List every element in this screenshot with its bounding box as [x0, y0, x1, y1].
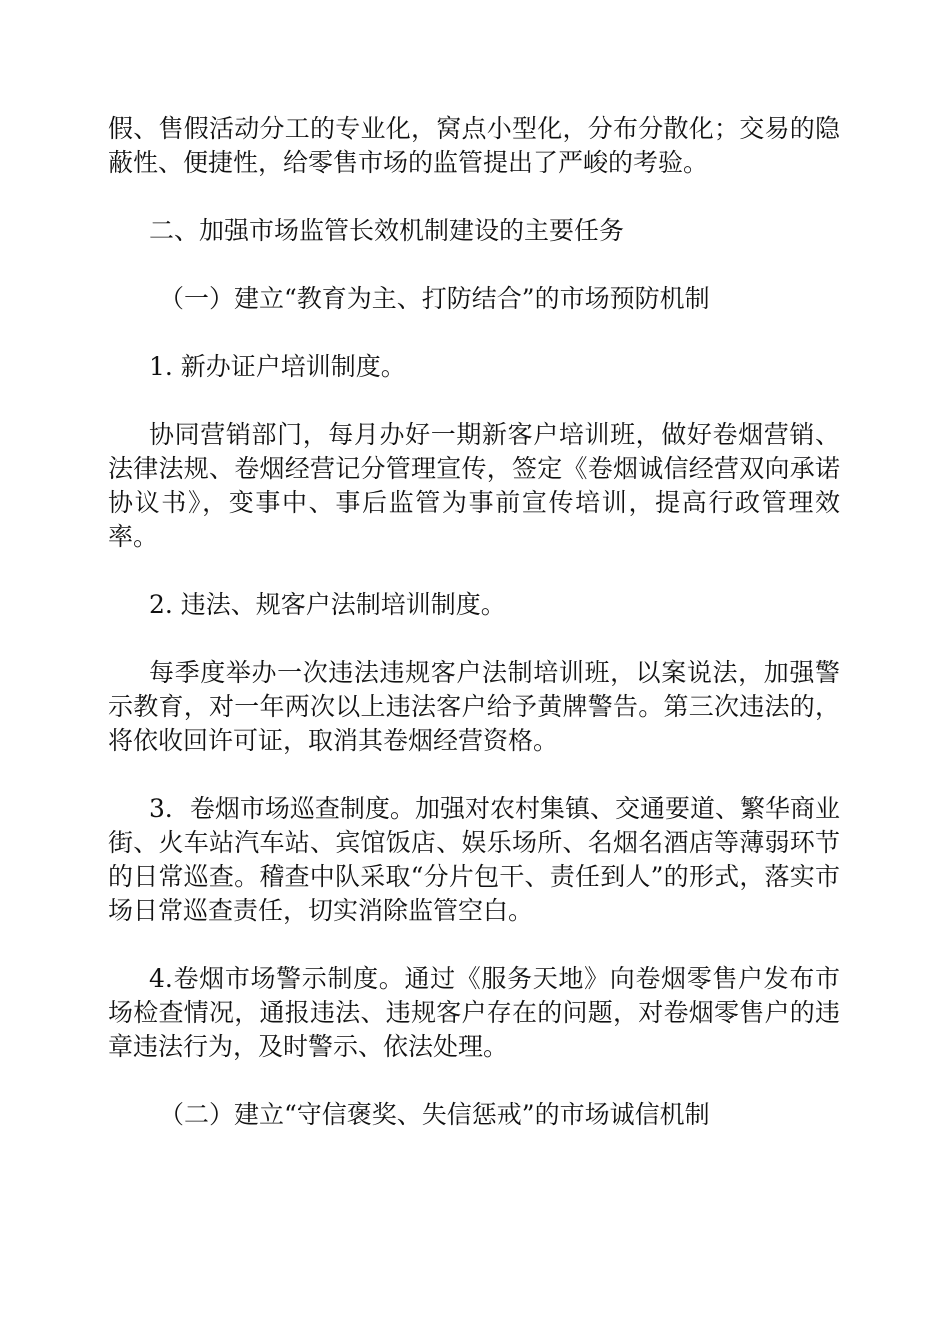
paragraph-inspection: 3．卷烟市场巡查制度。加强对农村集镇、交通要道、繁华商业街、火车站汽车站、宾馆饭店、娱乐场所、名烟名酒店等薄弱环节的日常巡查。稽查中队采取“分片包干、责任到人”的形式，落实市场日常巡查责任，切实消除监管空白。	[108, 794, 840, 925]
subsection-heading-2: （二）建立“守信褒奖、失信惩戒”的市场诚信机制	[159, 1100, 710, 1129]
paragraph-training: 协同营销部门，每月办好一期新客户培训班，做好卷烟营销、法律法规、卷烟经营记分管理宣传，签定《卷烟诚信经营双向承诺协议书》，变事中、事后监管为事前宣传培训，提高行政管理效率。	[108, 420, 840, 551]
subsection-heading-1: （一）建立“教育为主、打防结合”的市场预防机制	[159, 284, 710, 313]
document-page	[108, 112, 840, 1166]
paragraph-warning: 4.卷烟市场警示制度。通过《服务天地》向卷烟零售户发布市场检查情况，通报违法、违规客户存在的问题，对卷烟零售户的违章违法行为，及时警示、依法处理。	[108, 964, 840, 1061]
item-heading-1: 1. 新办证户培训制度。	[149, 352, 406, 381]
paragraph-continuation: 假、售假活动分工的专业化，窝点小型化，分布分散化；交易的隐蔽性、便捷性，给零售市场的监管提出了严峻的考验。	[108, 114, 840, 177]
item-heading-2: 2. 违法、规客户法制培训制度。	[149, 590, 506, 619]
section-heading-2: 二、加强市场监管长效机制建设的主要任务	[149, 216, 625, 245]
paragraph-legal-training: 每季度举办一次违法违规客户法制培训班，以案说法，加强警示教育，对一年两次以上违法客户给予黄牌警告。第三次违法的，将依收回许可证，取消其卷烟经营资格。	[108, 658, 840, 755]
